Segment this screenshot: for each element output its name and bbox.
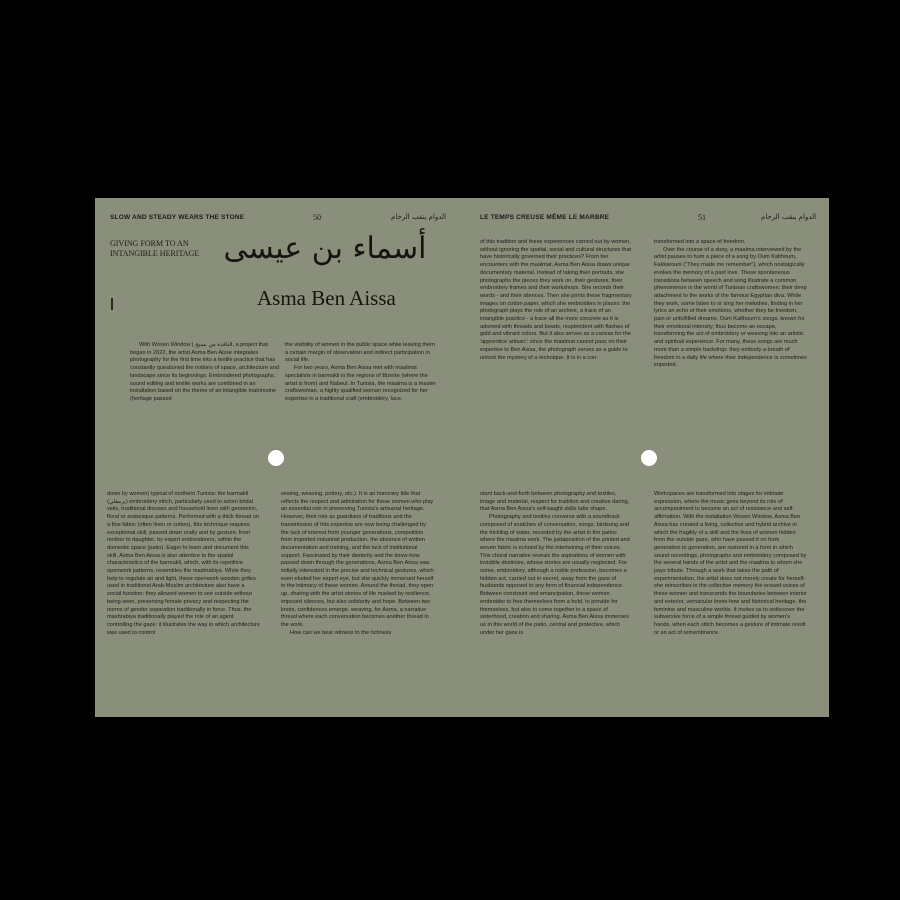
article-title-arabic: أسماء بن عيسى (223, 231, 427, 266)
binding-hole-left (268, 450, 284, 466)
kicker-line-1: GIVING FORM TO AN (110, 239, 189, 248)
running-head-arabic-left: الدوام ينقب الرخام (391, 213, 447, 221)
running-head-left: SLOW AND STEADY WEARS THE STONE (110, 214, 245, 221)
paragraph: With Woven Window | النافذة من نسيج, a project that began in 2022, the artist Asma Ben Aisse integrates photography for the first time into a textile practice that has constantly questioned the notions of space, architecture and landscape since its beginnings. Embroidered photographs, sound editing and textile works are combined in an installation based on the theme of an intangible matrimoine (heritage passed (130, 342, 279, 402)
page-number-right: 51 (698, 213, 706, 222)
margin-mark-icon (109, 298, 115, 310)
kicker-line-2: INTANGIBLE HERITAGE (110, 249, 200, 258)
paragraph: Workspaces are transformed into stages for intimate expression, where the music goes beyond its role of accompaniment to become an act of resistance and self-affirmation. With the installation Woven Window, Asma Ben Aissa has created a living, collective and hybrid archive in which the fragility of a skill and the lives of women hidden from the outside gaze, who have passed it on from generation to generation, are restored in a form in which sound recordings, photographs and embroidery composed by the several hands of the artist and the maalma to whom she pays tribute. Through a work that takes the path of experimentation, the artist does not merely create for herself: she reinscribes in the collective memory the erased voices of these women and transcends the boundaries between interior and exterior, vernacular know-how and historical heritage, the feminine and masculine worlds. It invites us to rediscover the subversive force of a simple thread guided by women's hands, when each stitch becomes a gesture of intimate revolt or an act of remembrance. (654, 491, 807, 636)
column-2-bottom (281, 491, 434, 637)
binding-hole-right (641, 450, 657, 466)
paragraph: stant back-and-forth between photography and textiles, image and material, respect for tradition and creative daring, that Asma Ben Aissa's self-taught skills take shape. (480, 491, 630, 513)
paragraph: How can we bear witness to the richness (290, 629, 392, 636)
column-1-top (130, 342, 283, 404)
paragraph: of this tradition and these experiences carried out by women, without ignoring the spatial, social and cultural structures that have historically governed their practices? From her encounters with the maalmat, Asma Ben Aissa draws unique documentary material. Instead of taking their portraits, she photographs the pieces they work on, their gestures, their embroidery frames and their workshops. She records their words - and their silences. Then she prints these fragmentary images on cotton paper, which she embroiders in places: the photograph plays the role of an archive, a trace of an intangible practice - a trace all the more concrete as it is adorned with threads and beads, resplendent with flashes of gold and vibrant colors. But it also serves as a canvas for the 'apprentice artisan': since the maalmat cannot pass on their expertise to Ben Aissa, the photograph serves as a guide to unlock the mystery of a technique. It is in a con- (480, 239, 632, 361)
magazine-spread (95, 198, 829, 717)
paragraph: Over the course of a story, a maalma interviewed by the artist pauses to hum a piece of a song by Oum Kalthoum, Fakkarouni ("They made me remember"), which nostalgically evokes the memory of a past love. These spontaneous transitions between speech and song illustrate a common phenomenon in the world of Tunisian craftswomen: their deep attachment to the works of the famous Egyptian diva. While they work, some listen to or sing her melodies, finding in her lyrics an echo of their emotions, whether they be freedom, pain or unfulfilled dreams. Oum Kalthoum's songs, known for their emotional intensity, thus become an escape, transforming the act of embroidery or weaving into an artistic and spiritual experience. For many, these songs are much more than a simple backdrop: they embody a breath of freedom in a daily life where their independence is sometimes impeded. (654, 246, 807, 369)
paragraph: the visibility of women in the public space while leaving them a certain margin of observation and indirect participation in social life. (285, 342, 435, 364)
article-title: Asma Ben Aissa (257, 286, 396, 310)
column-4-top (654, 239, 807, 370)
paragraph: Photography and textiles converse with a soundtrack composed of snatches of conversation, songs, birdsong and the trickling of water, recorded by the artist in the patios where the maalma work. The juxtaposition of the printed and woven fabric is echoed by the intertwining of their voices. This choral narrative reveals the aspirations of women with invisible destinies, whose stories are usually neglected. For some, embroidery, although a noble profession, becomes a hidden act, carried out in secret, away from the gaze of husbands opposed to any form of financial independence. Between constraint and emancipation, these women embroider to free themselves from a hold, to provide for themselves, but also to come together in a space of sisterhood, creation and sharing. Asma Ben Aissa immerses us in this world of the patio, central and protective, which under her gaze is (480, 514, 630, 636)
running-head-arabic-right: الدوام ينقب الرخام (761, 213, 817, 221)
column-3-top (480, 239, 633, 362)
column-1-bottom (107, 491, 260, 637)
paragraph: down by women) typical of northern Tunisia: the barmakli (برمقلي) embroidery stitch, particularly used to adorn bridal veils, traditional dresses and household linen with geometric, floral or arabesque patterns. Performed with a thick thread on a fine fabric (often linen or cotton), this technique requires exceptional skill, passed down orally and by gesture, from mother to daughter, by expert embroiderers, within the domestic space (patio). Eager to learn and document this skill, Asma Ben Aissa is also attentive to the spatial characteristics of the barmakli, which, with its repetitive openwork patterns, resembles the mashrabiya. While they help to regulate air and light, these openwork wooden grilles used in traditional Arab-Muslim architecture also have a social function: they allowed women to see outside without being seen, preserving female privacy and respecting the norms of gender separation traditionally in force. Thus, the mashrabiya traditionally played the role of an agent controlling the gaze: it illustrates the way in which architecture was used to control (107, 491, 260, 636)
paragraph: sewing, weaving, pottery, etc.). It is an honorary title that reflects the respect and admiration for these women who play an essential role in preserving Tunisia's artisanal heritage. However, their role as guardians of traditions and the transmission of this expertise are now being challenged by the lack of interest from younger generations, competition from imported industrial production, the absence of written documentation and training, and the lack of institutional support. Fascinated by their dexterity and the know-how passed down through the generations, Asma Ben Aissa was initially interested in the precise and technical gestures, which even eluded her expert eye, but she quickly immersed herself in the intimacy of these women. Around the thread, they open up, sharing with the artist stories of life marked by resilience, imposed silences, but also solidarity and hope. Between two knots, confidences emerge, weaving, for Asma, a narrative thread where each conversation becomes another thread in the work. (281, 491, 434, 628)
column-2-top (285, 342, 438, 404)
paragraph: transformed into a space of freedom. (654, 239, 746, 245)
column-4-bottom (654, 491, 807, 637)
running-head-right: LE TEMPS CREUSE MÊME LE MARBRE (480, 214, 610, 221)
paragraph: For two years, Asma Ben Aissa met with maalmat specialists in barmakli in the regions of Bizerte (where the artist is from) and Nabeul. In Tunisia, the maalma is a master craftswoman, a highly qualified woman recognized for her expertise in a traditional craft (embroidery, lace, (285, 365, 436, 402)
column-3-bottom (480, 491, 633, 637)
page-number-left: 50 (313, 213, 321, 222)
